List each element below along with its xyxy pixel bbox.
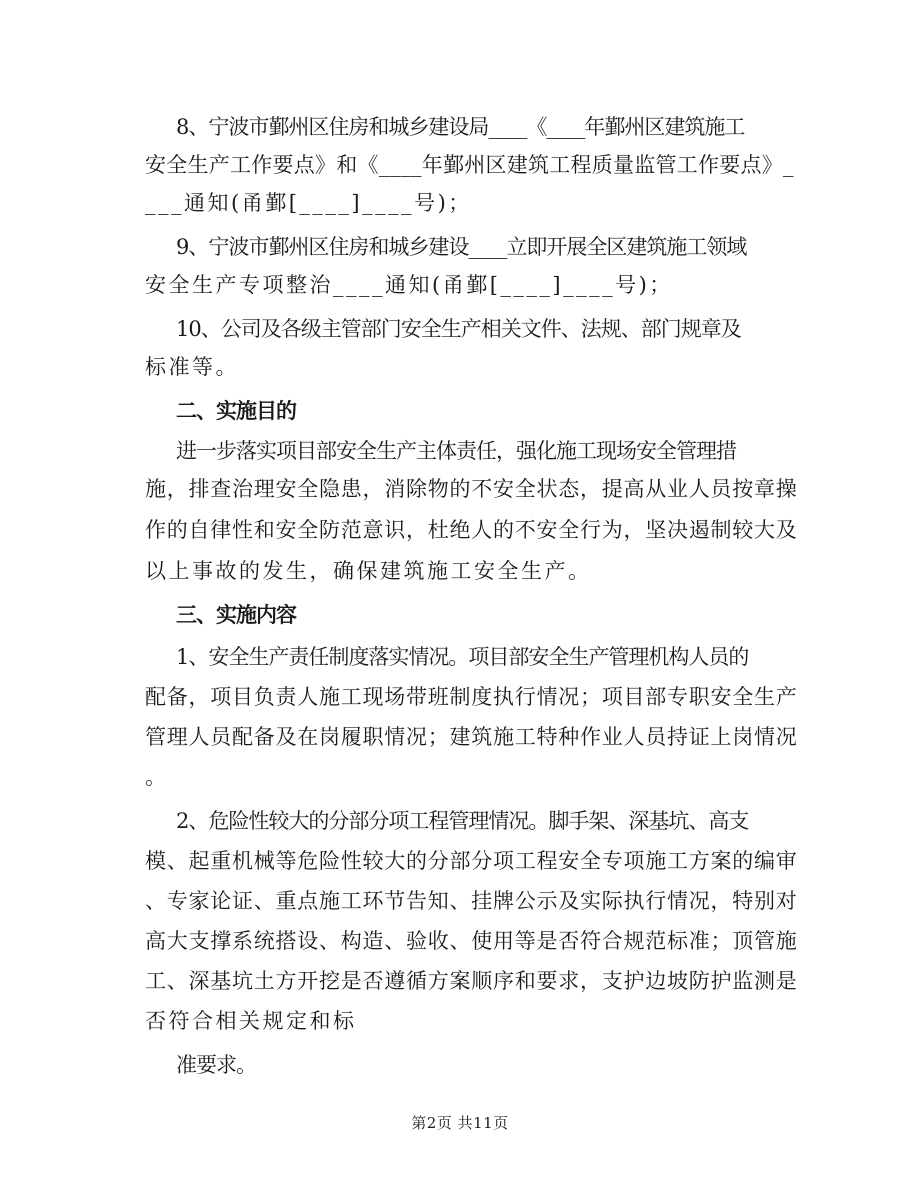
text-line: 施，排查治理安全隐患，消除物的不安全状态，提高从业人员按章操	[145, 477, 798, 501]
section-heading: 三、实施内容	[176, 602, 296, 627]
text-line: 以上事故的发生，确保建筑施工安全生产。	[145, 559, 592, 583]
text-line: 准要求。	[176, 1053, 256, 1077]
text-line: 10、公司及各级主管部门安全生产相关文件、法规、部门规章及	[176, 317, 741, 341]
text-line: 标准等。	[145, 355, 239, 379]
text-line: 1、安全生产责任制度落实情况。项目部安全生产管理机构人员的	[176, 645, 749, 669]
page-number-footer: 第2页 共11页	[411, 1114, 509, 1132]
text-line: 高大支撑系统搭设、构造、验收、使用等是否符合规范标准；顶管施	[145, 929, 798, 953]
text-line: 2、危险性较大的分部分项工程管理情况。脚手架、深基坑、高支	[176, 809, 749, 833]
text-line: ___通知(甬鄞[____]____号)；	[145, 191, 472, 215]
text-line: 安全生产工作要点》和《____年鄞州区建筑工程质量监管工作要点》_	[145, 153, 794, 177]
text-line: 9、宁波市鄞州区住房和城乡建设____立即开展全区建筑施工领域	[176, 235, 747, 259]
text-line: 作的自律性和安全防范意识，杜绝人的不安全行为，坚决遏制较大及	[145, 518, 798, 542]
text-line: 、专家论证、重点施工环节告知、挂牌公示及实际执行情况，特别对	[145, 889, 798, 913]
text-line: 安全生产专项整治____通知(甬鄞[____]____号)；	[145, 273, 673, 297]
text-line: 否符合相关规定和标	[145, 1009, 357, 1033]
text-line: 。	[145, 765, 169, 789]
text-line: 8、宁波市鄞州区住房和城乡建设局____《____年鄞州区建筑施工	[176, 115, 745, 139]
section-heading: 二、实施目的	[176, 398, 296, 423]
text-line: 进一步落实项目部安全生产主体责任，强化施工现场安全管理措	[176, 439, 736, 463]
text-line: 模、起重机械等危险性较大的分部分项工程安全专项施工方案的编审	[145, 849, 798, 873]
text-line: 管理人员配备及在岗履职情况；建筑施工特种作业人员持证上岗情况	[145, 725, 798, 749]
text-line: 配备，项目负责人施工现场带班制度执行情况；项目部专职安全生产	[145, 685, 798, 709]
text-line: 工、深基坑土方开挖是否遵循方案顺序和要求，支护边坡防护监测是	[145, 969, 798, 993]
